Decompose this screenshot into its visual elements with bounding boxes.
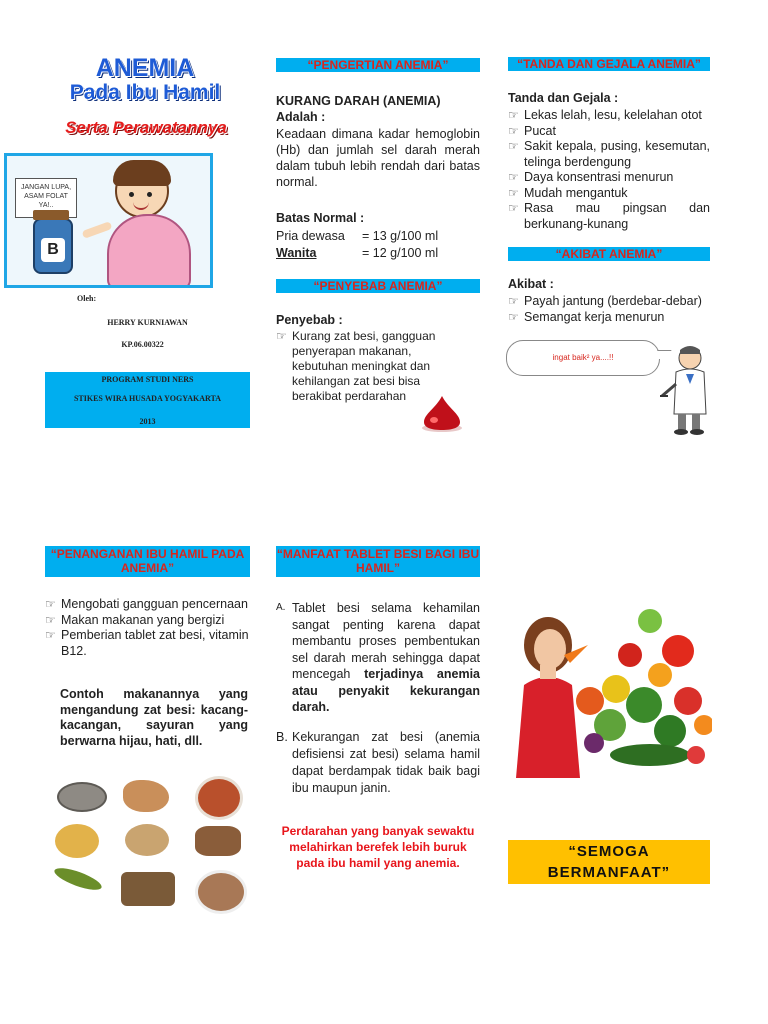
program-name: PROGRAM STUDI NERS: [101, 375, 194, 384]
poster-sign: JANGAN LUPA, ASAM FOLAT YA!..: [15, 178, 77, 218]
author-name: HERRY KURNIAWAN: [107, 318, 188, 327]
thumbs-up-icon: [82, 221, 113, 239]
title-anemia: ANEMIA: [95, 54, 195, 82]
penanganan-item: ☞ Mengobati gangguan pencernaan: [45, 597, 250, 613]
potatoes-icon: [125, 824, 169, 856]
oyster-icon: [57, 782, 107, 812]
tanda-item: ☞ Sakit kepala, pusing, kesemutan, telinga berdengung: [508, 139, 710, 170]
penanganan-list: [45, 597, 250, 659]
wheat-bread-icon: [121, 872, 175, 906]
banner-manfaat: “MANFAAT TABLET BESI BAGI IBU HAMIL”: [276, 547, 480, 575]
penanganan-item: ☞ Pemberian tablet zat besi, vitamin B12.: [45, 628, 250, 659]
green-beans-icon: [52, 864, 104, 894]
tanda-label: Tanda dan Gejala :: [508, 91, 619, 105]
tanda-item: ☞ Pucat: [508, 124, 710, 140]
woman-body: [107, 214, 191, 288]
beans-bowl-icon: [195, 776, 243, 820]
penyebab-label: Penyebab :: [276, 313, 343, 327]
contoh-makanan-text: Contoh makanannya yang mengandung zat besi: kacang-kacangan, sayuran yang berwarna hijau, hati, dll.: [60, 687, 248, 748]
banner-pengertian: “PENGERTIAN ANEMIA”: [276, 58, 480, 72]
speech-bubble: ingat baik² ya....!!: [506, 340, 660, 376]
penyebab-list: [276, 329, 456, 404]
banner-penanganan: “PENANGANAN IBU HAMIL PADA ANEMIA”: [45, 546, 250, 577]
tanda-item: ☞ Rasa mau pingsan dan berkunang-kunang: [508, 201, 710, 232]
woman-head: [115, 164, 169, 218]
row-pria-value: = 13 g/100 ml: [362, 229, 439, 243]
tanda-list: [508, 108, 710, 232]
row-wanita-label: Wanita: [276, 246, 317, 260]
manfaat-item-a: [276, 600, 480, 716]
peanuts-icon: [195, 826, 241, 856]
adalah-label: Adalah :: [276, 110, 326, 124]
akibat-label: Akibat :: [508, 277, 554, 291]
grains-bowl-icon: [195, 870, 247, 914]
manfaat-item-b: [276, 729, 480, 797]
by-label: Oleh:: [77, 294, 97, 303]
iron-food-illustration: [45, 772, 250, 917]
student-id: KP.06.00322: [121, 340, 164, 349]
banner-tanda-gejala: “TANDA DAN GEJALA ANEMIA”: [508, 57, 710, 71]
penanganan-item: ☞ Makan makanan yang bergizi: [45, 613, 250, 629]
tanda-item: ☞ Lekas lelah, lesu, kelelahan otot: [508, 108, 710, 124]
banner-penyebab: “PENYEBAB ANEMIA”: [276, 279, 480, 293]
akibat-list: [508, 294, 718, 325]
row-wanita-value: = 12 g/100 ml: [362, 246, 439, 260]
closing-banner: “SEMOGA BERMANFAAT”: [508, 840, 710, 884]
chicken-icon: [123, 780, 169, 812]
manfaat-a-text: Tablet besi selama kehamilan sangat penting karena dapat membantu proses pembentukan sel darah merah sehingga dapat mencegah: [292, 601, 480, 681]
school-name: STIKES WIRA HUSADA YOGYAKARTA: [73, 394, 222, 403]
pregnant-woman-illustration: [4, 153, 213, 288]
subtitle-perawatan: Serta Perawatannya: [65, 118, 227, 137]
row-pria-label: Pria dewasa: [276, 229, 345, 243]
manfaat-a-bold: terjadinya anemia atau penyakit kekurangan darah.: [292, 667, 480, 714]
marker-a: A.: [276, 602, 286, 613]
bottle-label: B: [41, 238, 65, 262]
title-pada-ibu-hamil: Pada Ibu Hamil: [69, 81, 221, 104]
woman-vegetables-photo: [510, 605, 712, 778]
year: 2013: [139, 417, 156, 426]
batas-normal-label: Batas Normal :: [276, 211, 365, 225]
pengertian-heading: KURANG DARAH (ANEMIA): [276, 94, 441, 108]
definition-text: Keadaan dimana kadar hemoglobin (Hb) dan jumlah sel darah merah dalam tubuh lebih rendah dari batas normal.: [276, 127, 480, 189]
penyebab-item: ☞ Kurang zat besi, gangguan penyerapan makanan, kebutuhan meningkat dan kehilangan zat besi bisa berakibat perdarahan: [276, 329, 456, 404]
banner-akibat: “AKIBAT ANEMIA”: [508, 247, 710, 261]
chickpeas-icon: [55, 824, 99, 858]
tanda-item: ☞ Daya konsentrasi menurun: [508, 170, 710, 186]
warning-text: Perdarahan yang banyak sewaktu melahirkan berefek lebih buruk pada ibu hamil yang anemia.: [281, 824, 475, 870]
marker-b: B.: [276, 730, 288, 744]
vitamin-bottle-icon: [33, 218, 73, 274]
normal-values-table: [276, 228, 486, 262]
akibat-item: ☞ Payah jantung (berdebar-debar): [508, 294, 718, 310]
blood-drop-icon: [420, 394, 464, 434]
doctor-icon: [660, 344, 712, 436]
manfaat-b-text: Kekurangan zat besi (anemia defisiensi zat besi) selama hamil dapat berdampak tidak baik bagi ibu maupun janin.: [292, 730, 480, 795]
akibat-item: ☞ Semangat kerja menurun: [508, 310, 718, 326]
institution-box: [45, 372, 250, 428]
tanda-item: ☞ Mudah mengantuk: [508, 186, 710, 202]
